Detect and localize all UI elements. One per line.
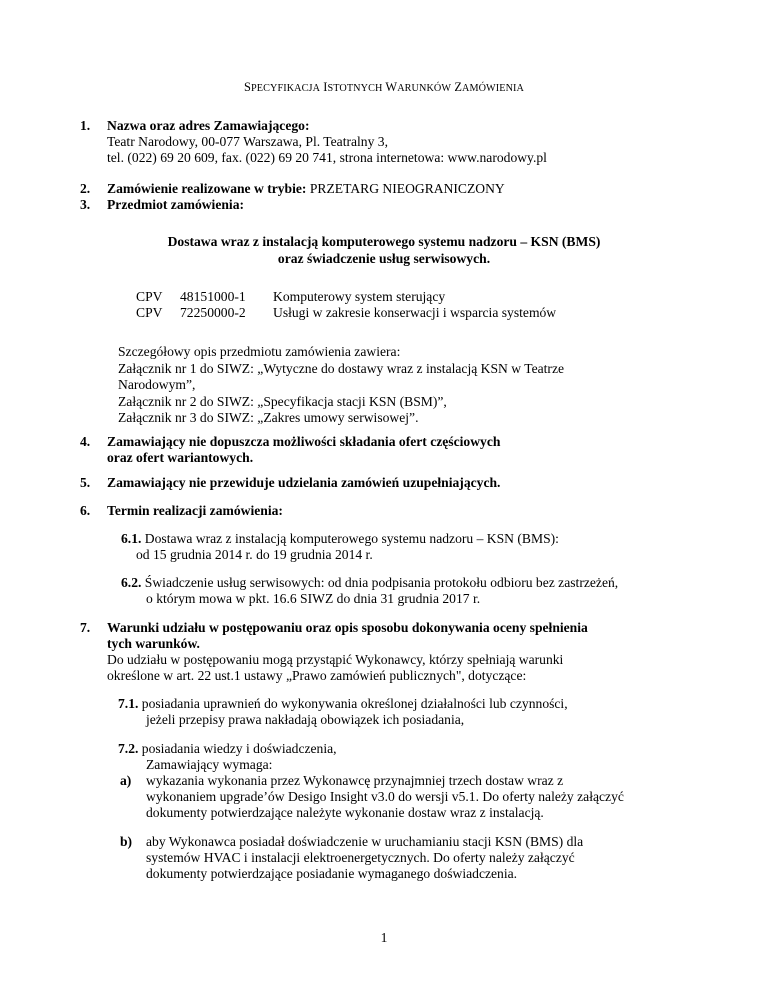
procedure-value: PRZETARG NIEOGRANICZONY [306, 181, 505, 196]
section-heading: Nazwa oraz adres Zamawiającego: [107, 118, 310, 133]
cpv-code: 48151000-1 [180, 289, 246, 304]
subsection-line: od 15 grudnia 2014 r. do 19 grudnia 2014 r. [136, 547, 373, 562]
cpv-code: 72250000-2 [180, 305, 246, 320]
section-heading: Przedmiot zamówienia: [107, 197, 245, 212]
procedure-line [107, 181, 505, 197]
cpv-label: CPV [136, 305, 163, 320]
subsection-line: 6.2. Świadczenie usług serwisowych: od dnia podpisania protokołu odbioru bez zastrzeżeń, [121, 575, 619, 590]
title-word: WARUNKÓW [385, 80, 452, 94]
section-number: 1. [80, 118, 91, 133]
document-title [0, 79, 768, 97]
title-word: ZAMÓWIENIA [454, 80, 524, 94]
contact-line: tel. (022) 69 20 609, fax. (022) 69 20 741, strona internetowa: www.narodowy.pl [107, 150, 547, 165]
subject-title-line: Dostawa wraz z instalacją komputerowego systemu nadzoru – KSN (BMS) [167, 234, 601, 249]
procedure-label: Zamówienie realizowane w trybie: [107, 181, 307, 196]
subsection-number: 7.2. [118, 741, 139, 756]
subsection-line: o którym mowa w pkt. 16.6 SIWZ do dnia 31 grudnia 2017 r. [146, 591, 481, 606]
attachment-line: Narodowym”, [118, 377, 196, 392]
subsection-line: 7.2. posiadania wiedzy i doświadczenia, [118, 741, 337, 756]
list-text: wykonaniem upgrade’ów Desigo Insight v3.0 do wersji v5.1. Do oferty należy załączyć [146, 789, 624, 804]
attachment-line: Załącznik nr 3 do SIWZ: „Zakres umowy serwisowej”. [118, 410, 419, 425]
page-number: 1 [380, 930, 388, 945]
subsection-line: jeżeli przepisy prawa nakładają obowiązek ich posiadania, [146, 712, 465, 727]
list-text: wykazania wykonania przez Wykonawcę przynajmniej trzech dostaw wraz z [146, 773, 564, 788]
section-number: 4. [80, 434, 91, 449]
section-number: 6. [80, 503, 91, 518]
section-text: Do udziału w postępowaniu mogą przystąpić Wykonawcy, którzy spełniają warunki [107, 652, 564, 667]
section-text: określone w art. 22 ust.1 ustawy „Prawo zamówień publicznych", dotyczące: [107, 668, 527, 683]
section-number: 7. [80, 620, 91, 635]
subsection-line: 7.1. posiadania uprawnień do wykonywania określonej działalności lub czynności, [118, 696, 568, 711]
title-word: ISTOTNYCH [323, 80, 383, 94]
section-number: 3. [80, 197, 91, 212]
address-line: Teatr Narodowy, 00-077 Warszawa, Pl. Teatralny 3, [107, 134, 388, 149]
list-text: dokumenty potwierdzające należyte wykonanie dostaw wraz z instalacją. [146, 805, 544, 820]
list-text: aby Wykonawca posiadał doświadczenie w uruchamianiu stacji KSN (BMS) dla [146, 834, 584, 849]
section-heading: Termin realizacji zamówienia: [107, 503, 283, 518]
attachment-line: Załącznik nr 1 do SIWZ: „Wytyczne do dostawy wraz z instalacją KSN w Teatrze [118, 361, 565, 376]
details-intro: Szczegółowy opis przedmiotu zamówienia zawiera: [118, 344, 401, 359]
cpv-description: Komputerowy system sterujący [273, 289, 446, 304]
section-heading: tych warunków. [107, 636, 200, 651]
list-text: dokumenty potwierdzające posiadanie wymaganego doświadczenia. [146, 866, 518, 881]
cpv-label: CPV [136, 289, 163, 304]
subsection-number: 6.2. [121, 575, 142, 590]
cpv-description: Usługi w zakresie konserwacji i wsparcia systemów [273, 305, 557, 320]
section-text: Zamawiający nie przewiduje udzielania zamówień uzupełniających. [107, 475, 501, 490]
section-text: oraz ofert wariantowych. [107, 450, 254, 465]
subject-title-line: oraz świadczenie usług serwisowych. [277, 251, 491, 266]
section-text: Zamawiający nie dopuszcza możliwości składania ofert częściowych [107, 434, 501, 449]
list-label: a) [120, 773, 132, 788]
section-number: 2. [80, 181, 91, 196]
section-heading: Warunki udziału w postępowaniu oraz opis sposobu dokonywania oceny spełnienia [107, 620, 588, 635]
list-label: b) [120, 834, 133, 849]
title-word: SPECYFIKACJA [244, 80, 321, 94]
subsection-number: 7.1. [118, 696, 139, 711]
section-number: 5. [80, 475, 91, 490]
subsection-number: 6.1. [121, 531, 142, 546]
subsection-line: Zamawiający wymaga: [146, 757, 273, 772]
subsection-line: 6.1. Dostawa wraz z instalacją komputerowego systemu nadzoru – KSN (BMS): [121, 531, 559, 546]
list-text: systemów HVAC i instalacji elektroenergetycznych. Do oferty należy załączyć [146, 850, 575, 865]
attachment-line: Załącznik nr 2 do SIWZ: „Specyfikacja stacji KSN (BSM)”, [118, 394, 447, 409]
